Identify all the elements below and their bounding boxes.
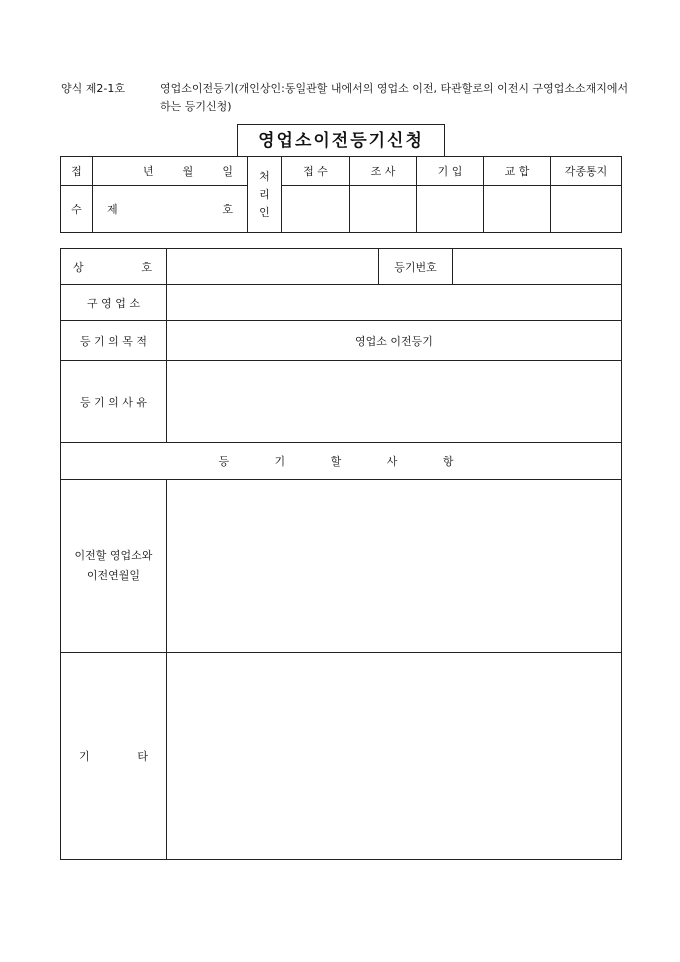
page-title: 영업소이전등기신청 (237, 124, 445, 156)
relocation-label-line1: 이전할 영업소와 (74, 549, 153, 562)
day-label: 일 (222, 165, 233, 178)
entry-sign-cell[interactable] (417, 186, 484, 233)
col-review: 조 사 (350, 157, 417, 186)
application-table (60, 248, 622, 860)
year-label: 년 (143, 165, 154, 178)
other-field[interactable] (167, 653, 622, 860)
receipt-label-top: 접 (61, 157, 93, 186)
relocation-label-line2: 이전연월일 (86, 569, 141, 582)
purpose-value[interactable]: 영업소 이전등기 (167, 321, 622, 361)
review-sign-cell[interactable] (350, 186, 417, 233)
reg-no-field[interactable] (453, 249, 622, 285)
relocation-label (61, 480, 167, 653)
receipt-label-bottom: 수 (61, 186, 93, 233)
receipt-date-cell[interactable] (93, 157, 248, 186)
col-entry: 기 입 (417, 157, 484, 186)
relocation-field[interactable] (167, 480, 622, 653)
col-receipt: 접 수 (282, 157, 350, 186)
reason-field[interactable] (167, 361, 622, 443)
items-header: 등 기 할 사 항 (61, 443, 622, 480)
processor-char-3: 인 (259, 205, 270, 219)
form-number: 양식 제2-1호 (61, 82, 125, 95)
month-label: 월 (182, 165, 194, 178)
purpose-label: 등 기 의 목 적 (61, 321, 167, 361)
old-office-label: 구 영 업 소 (61, 285, 167, 321)
receipt-sign-cell[interactable] (282, 186, 350, 233)
processor-char-1: 처 (259, 169, 270, 183)
notices-sign-cell[interactable] (551, 186, 622, 233)
col-collation: 교 합 (484, 157, 551, 186)
other-label: 기 타 (61, 653, 167, 860)
reason-label: 등 기 의 사 유 (61, 361, 167, 443)
receipt-number-cell[interactable] (93, 186, 248, 233)
reg-no-label: 등기번호 (379, 249, 453, 285)
no-suffix: 호 (222, 203, 233, 216)
processor-label (248, 157, 282, 233)
trade-name-field[interactable] (167, 249, 379, 285)
trade-name-label: 상 호 (61, 249, 167, 285)
collation-sign-cell[interactable] (484, 186, 551, 233)
processor-char-2: 리 (259, 187, 270, 201)
receipt-table (60, 156, 622, 233)
old-office-field[interactable] (167, 285, 622, 321)
form-subtitle: 영업소이전등기(개인상인:동일관할 내에서의 영업소 이전, 타관할로의 이전시 구영업소소재지에서 하는 등기신청) (160, 82, 629, 113)
col-notices: 각종통지 (551, 157, 622, 186)
no-prefix: 제 (107, 203, 118, 216)
